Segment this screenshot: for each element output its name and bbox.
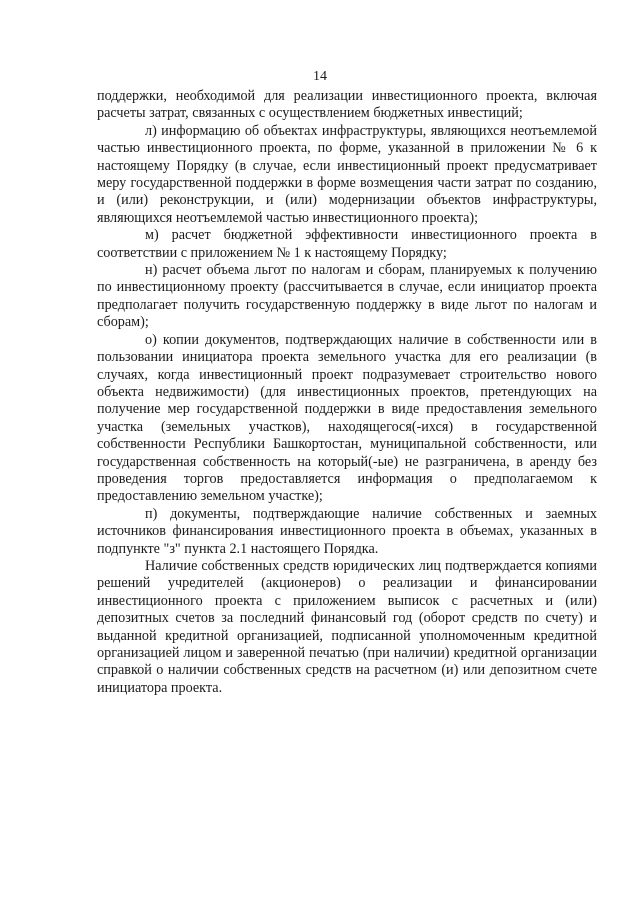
paragraph-own-funds: Наличие собственных средств юридических лиц подтверждается копиями решений учредителей (акционеров) о реализации и финансировании инвестиционного проекта с приложением выписок с расчетных и (или) депозитных счетов за последний финансовый год (оборот средств по счету) и выданной кредитной организацией, подписанной уполномоченным кредитной организацией лицом и заверенной печатью (при наличии) кредитной организации справкой о наличии собственных средств на расчетном (и) или депозитном счете инициатора проекта. [97,557,597,696]
page-number: 14 [313,69,327,84]
paragraph-support-calculations: поддержки, необходимой для реализации инвестиционного проекта, включая расчеты затрат, связанных с осуществлением бюджетных инвестиций; [97,88,597,122]
paragraph-m-budget-efficiency: м) расчет бюджетной эффективности инвестиционного проекта в соответствии с приложением № 1 к настоящему Порядку; [97,227,597,261]
paragraph-p-financing-sources: п) документы, подтверждающие наличие собственных и заемных источников финансирования инвестиционного проекта в объемах, указанных в подпункте "з" пункта 2.1 настоящего Порядка. [97,505,597,557]
paragraph-o-land-documents: о) копии документов, подтверждающих наличие в собственности или в пользовании инициатора проекта земельного участка для его реализации (в случаях, когда инвестиционный проект подразумевает строительство нового объекта недвижимости) (для инвестиционных проектов, претендующих на получение мер государственной поддержки в виде предоставления земельного участка (земельных участков), находящегося(-ихся) в государственной собственности Республики Башкортостан, муниципальной собственности, или государственная собственность на который(-ые) не разграничена, в аренду без проведения торгов предоставляется информация о предполагаемом к предоставлению земельном участке); [97,331,597,505]
document-body [97,88,597,697]
paragraph-l-infrastructure: л) информацию об объектах инфраструктуры, являющихся неотъемлемой частью инвестиционного проекта, по форме, указанной в приложении № 6 к настоящему Порядку (в случае, если инвестиционный проект предусматривает меру государственной поддержки в форме возмещения части затрат по созданию, и (или) реконструкции, и (или) модернизации объектов инфраструктуры, являющихся неотъемлемой частью инвестиционного проекта); [97,122,597,226]
paragraph-n-tax-benefits: н) расчет объема льгот по налогам и сборам, планируемых к получению по инвестиционному проекту (рассчитывается в случае, если инициатор проекта предполагает получить государственную поддержку в виде льгот по налогам и сборам); [97,262,597,331]
